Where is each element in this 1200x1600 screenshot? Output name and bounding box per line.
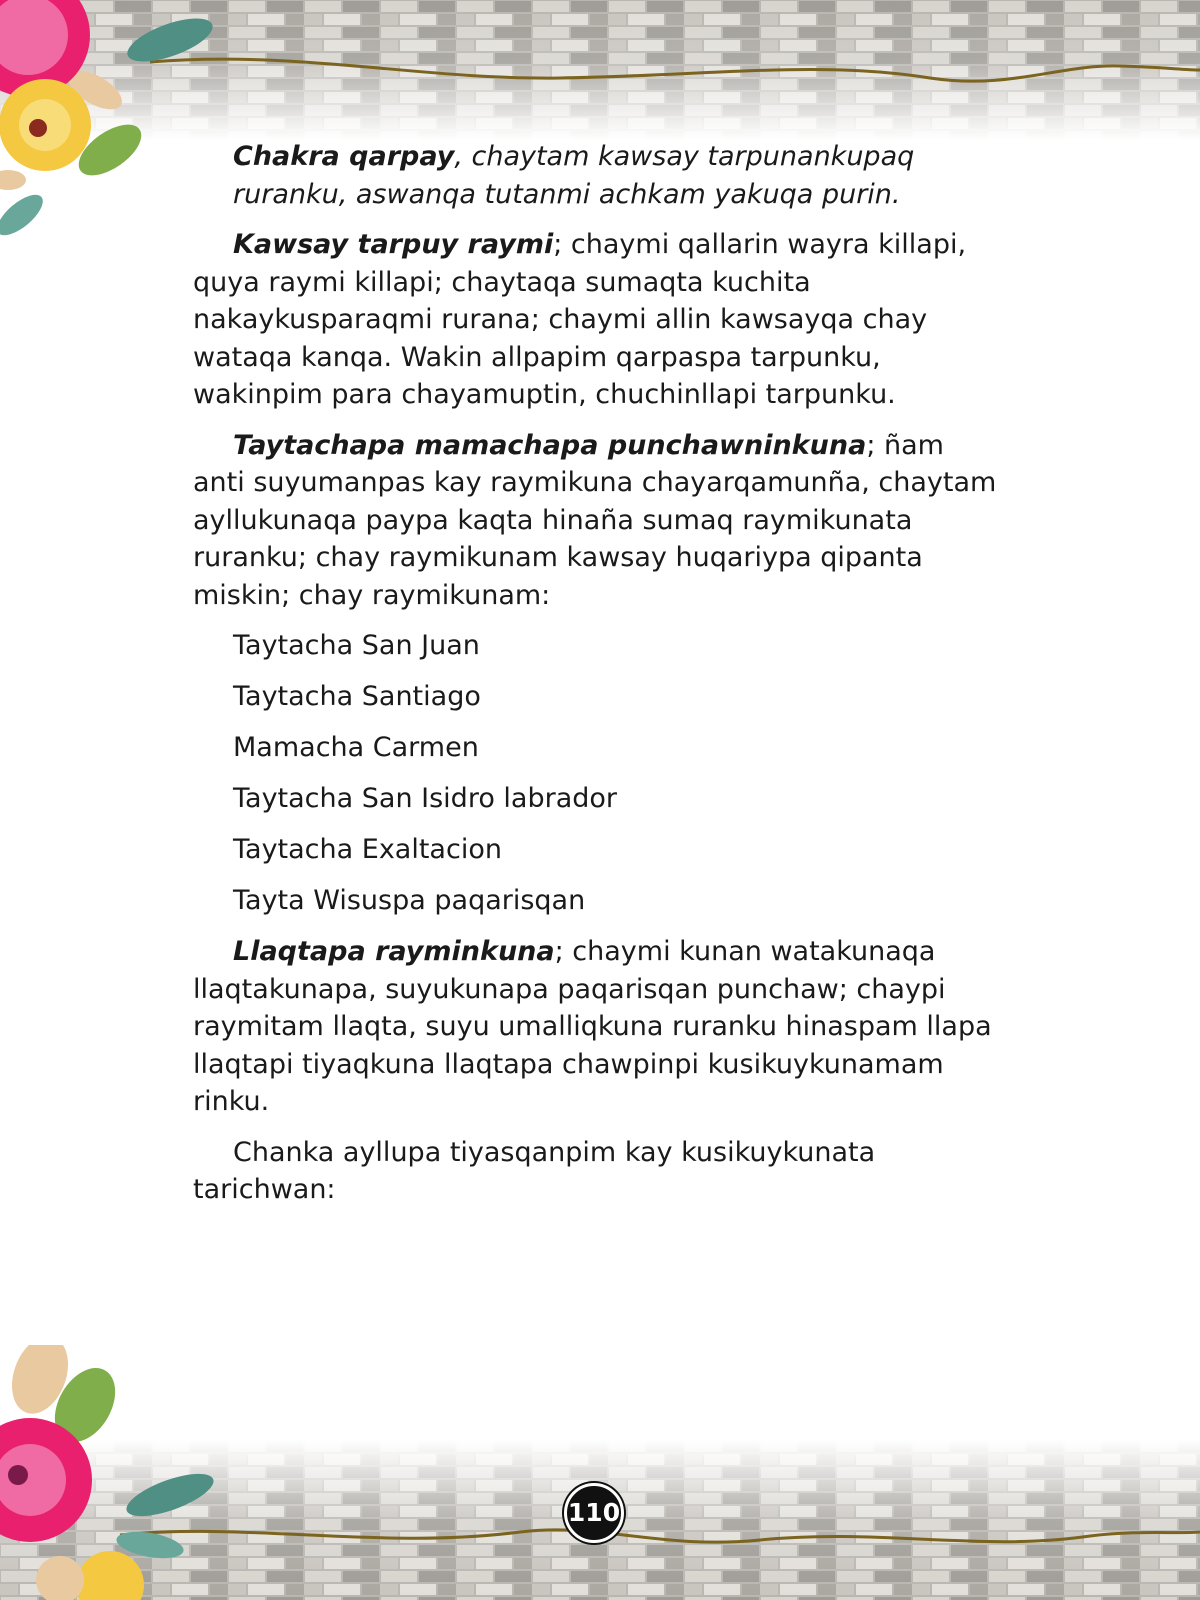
paragraph-text: ; chaymi kunan watakunaqa llaqtakunapa, suyukunapa paqarisqan punchaw; chaypi raymitam llaqta, suyu umalliqkuna ruranku hinaspam llapa llaqtapi tiyaqkuna llaqtapa chawpinpi kusikuykunamam rinku. (193, 936, 992, 1117)
paragraph-kawsay-tarpuy (193, 226, 1003, 414)
festival-list (193, 627, 1003, 920)
list-item: Taytacha Santiago (233, 681, 481, 712)
list-item: Taytacha San Juan (233, 630, 480, 661)
list-item: Taytacha San Isidro labrador (233, 783, 618, 814)
paragraph-text: ; chaymi qallarin wayra killapi, quya raymi killapi; chaytaqa sumaqta kuchita nakaykusparaqmi rurana; chaymi allin kawsayqa chay wataqa kanqa. Wakin allpapim qarpaspa tarpunku, wakinpim para chayamuptin, chuchinllapi tarpunku. (193, 229, 967, 410)
list-item: Taytacha Exaltacion (233, 834, 502, 865)
page-content (193, 138, 1003, 1222)
term-llaqtapa-rayminkuna: Llaqtapa rayminkuna (233, 936, 555, 967)
term-chakra-qarpay: Chakra qarpay (233, 141, 455, 172)
term-kawsay-tarpuy-raymi: Kawsay tarpuy raymi (233, 229, 554, 260)
list-item: Mamacha Carmen (233, 732, 479, 763)
paragraph-chanka: Chanka ayllupa tiyasqanpim kay kusikuykunata tarichwan: (193, 1136, 876, 1205)
page-number-badge: 110 (564, 1483, 624, 1543)
paragraph-chakra-qarpay (193, 138, 1003, 213)
paragraph-taytachapa (193, 427, 1003, 615)
list-item: Tayta Wisuspa paqarisqan (233, 885, 586, 916)
paragraph-text: ; ñam anti suyumanpas kay raymikuna chayarqamunña, chaytam ayllukunaqa paypa kaqta hinaña sumaq raymikunata ruranku; chay raymikunam kawsay huqariypa qipanta miskin; chay raymikunam: (193, 429, 997, 611)
flower-icon (0, 1345, 240, 1600)
paragraph-text: , chaytam kawsay tarpunankupaq ruranku, aswanqa tutanmi achkam yakuqa purin. (233, 141, 915, 210)
paragraph-llaqtapa (193, 933, 1003, 1121)
term-taytachapa-mamachapa: Taytachapa mamachapa punchawninkuna (233, 429, 867, 461)
